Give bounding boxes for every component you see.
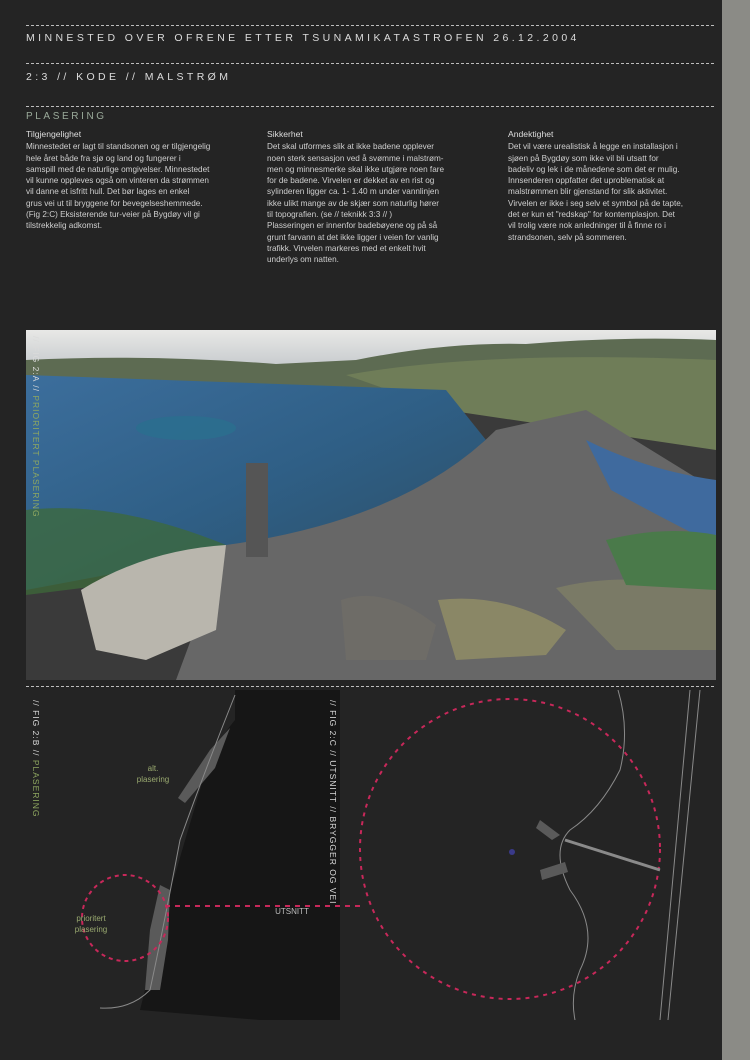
divider: [26, 686, 714, 687]
column-heading: Sikkerhet: [267, 129, 303, 139]
fig-c-label: [328, 700, 338, 905]
site-photo-montage: [26, 330, 716, 680]
column-body: Minnestedet er lagt til standsonen og er tilgjengelig hele året både fra sjø og land og fungerer i samspill med de naturlige omgivelser. Minnestedet vil kunne oppleves også om vinteren da strømmen vil danne et isfritt hull. Det bør lages en enkel grus vei ut til bryggene for bevegelseshemmede. (Fig 2:C) Eksisterende tur-veier på Bygdøy vil gi tilstrekkelig adkomst.: [26, 142, 211, 231]
fig-a-number: // FIG 2:A //: [31, 336, 41, 392]
utsnitt-label: UTSNITT: [275, 907, 309, 916]
column-accessibility: [26, 129, 256, 232]
site-photo-illustration: [26, 330, 716, 680]
divider: [26, 25, 714, 26]
priority-placement-label: prioritert plasering: [74, 914, 108, 934]
fig-b-number: // FIG 2:B //: [31, 700, 41, 757]
column-devotion: [508, 129, 718, 243]
column-heading: Andektighet: [508, 129, 554, 139]
fig-a-label: [31, 336, 41, 518]
column-body: Det skal utformes slik at ikke badene opplever noen sterk sensasjon ved å svømme i malstrøm- men og minnesmerke skal ikke utgjøre noen fare for de badene. Virvelen er dekket av en rist og sylinderen ligger ca. 1- 1.40 m under vannlinjen ikke ulikt mange av de skjær som naturlig hører til topografien. (se // teknikk 3:3 // ) Plasseringen er innenfor badebøyene og på så grunt farvann at det ikke ligger i veien for vanlig trafikk. Virvelen markeres med et enkelt hvit underlys om natten.: [267, 142, 445, 265]
fig-c-caption: BRYGGER OG VEI: [328, 816, 338, 905]
fig-b-caption: PLASERING: [31, 759, 41, 818]
fig-c-number: // FIG 2:C // UTSNITT //: [328, 700, 338, 814]
alt-placement-label: alt. plasering: [136, 764, 170, 784]
column-heading: Tilgjengelighet: [26, 129, 82, 139]
column-body: Det vil være urealistisk å legge en installasjon i sjøen på Bygdøy som ikke vil bli utsatt for badeliv og lek i de månedene som det er mulig. Innsenderen oppfatter det uproblematisk at malstrømmen blir gjenstand for slik aktivitet. Virvelen er ikke i seg selv et symbol på de tapte, det er kun et "redskap" for kontemplasjon. Det vil trolig være nok anledninger til å finne ro i strandsonen, selv på sommeren.: [508, 142, 684, 242]
page-title: MINNESTED OVER OFRENE ETTER TSUNAMIKATASTROFEN 26.12.2004: [26, 32, 580, 44]
section-title: PLASERING: [26, 111, 107, 122]
site-maps: [0, 690, 722, 1020]
fig-b-label: [31, 700, 41, 818]
scan-edge: [722, 0, 750, 1060]
page-subtitle: 2:3 // KODE // MALSTRØM: [26, 71, 232, 83]
column-safety: [267, 129, 499, 266]
divider: [26, 106, 714, 107]
fig-a-caption: PRIORITERT PLASERING: [31, 395, 41, 518]
divider: [26, 63, 714, 64]
